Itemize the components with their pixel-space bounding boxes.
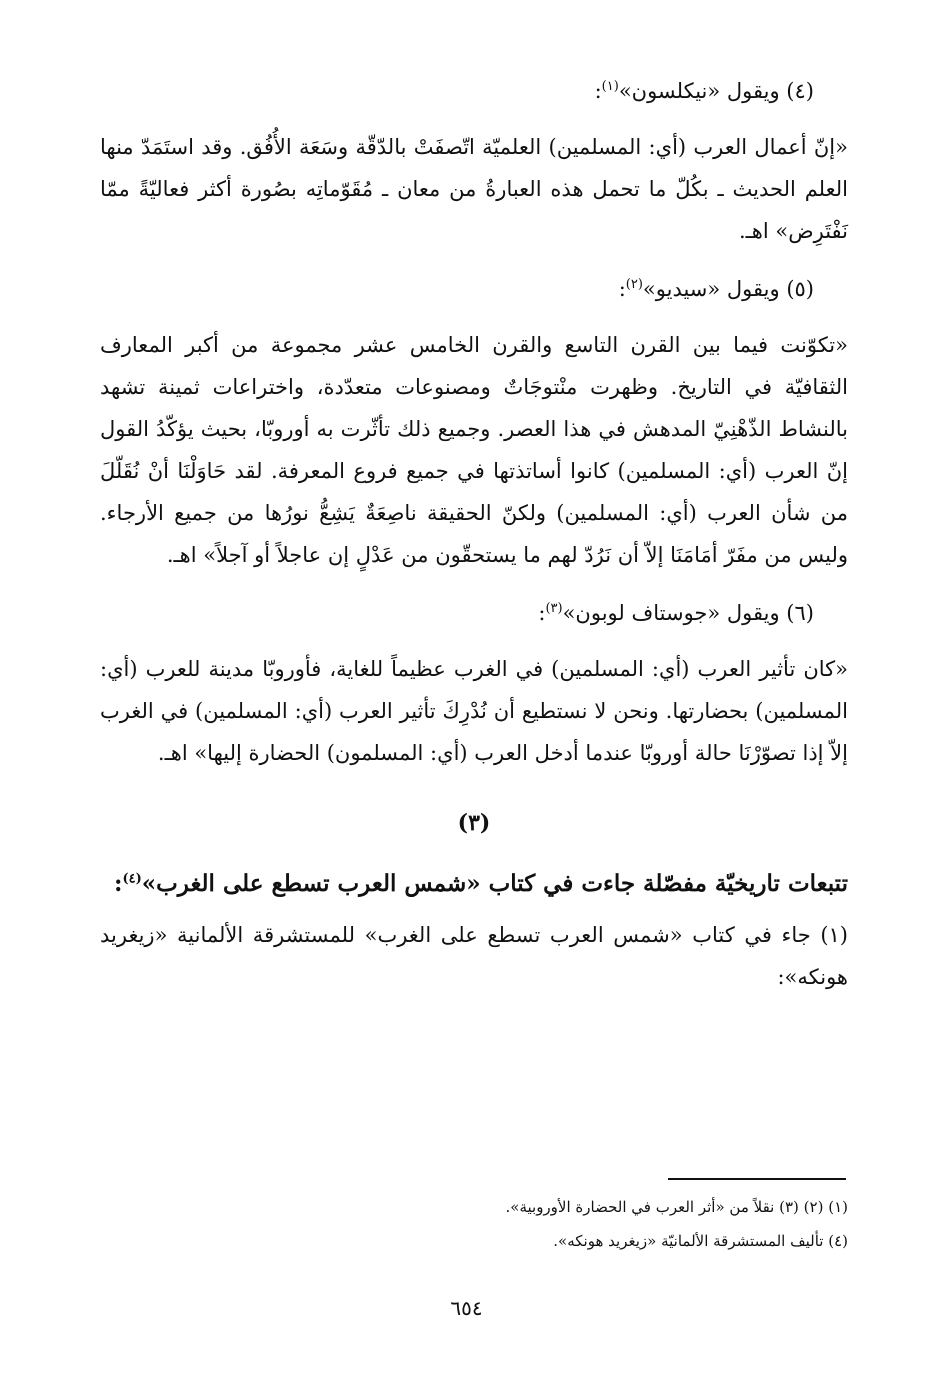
- heading-text: تتبعات تاريخيّة مفصّلة جاءت في كتاب «شمس العرب تسطع على الغرب»: [141, 870, 848, 897]
- quote-intro-4: (٤) ويقول «نيكلسون»$^{(١)}$:: [594, 79, 814, 103]
- quote-le-bon: «كان تأثير العرب (أي: المسلمين) في الغرب عظيماً للغاية، فأوروبّا مدينة للعرب (أي: المسلمين) بحضارتها. ونحن لا نستطيع أن نُدْرِكَ تأثير العرب (أي: المسلمين) في الغرب إلاّ إذا تصوّرْنَا حالة أوروبّا عندما أدخل العرب (أي: المسلمون) الحضارة إليها» اهـ.: [100, 657, 848, 765]
- intro-text: (٥) ويقول «سيديو»: [642, 277, 814, 301]
- footnote-ref: (٢): [625, 277, 643, 292]
- page-body: [100, 70, 848, 1014]
- footnote-separator: [668, 1178, 846, 1180]
- footnote-ref: (٤): [122, 871, 142, 887]
- footnote-4: (٤) تأليف المستشرقة الألمانيّة «زيغريد هونكه».: [553, 1232, 848, 1250]
- section-heading: تتبعات تاريخيّة مفصّلة جاءت في كتاب «شمس العرب تسطع على الغرب»$^{(٤)}$:: [113, 870, 848, 897]
- intro-text: (٤) ويقول «نيكلسون»: [618, 79, 814, 103]
- quote-nicholson: «إنّ أعمال العرب (أي: المسلمين) العلميّة اتّصفَتْ بالدّقّة وسَعَة الأُفُق. وقد استَمَدّ منها العلم الحديث ـ بكُلّ ما تحمل هذه العبارةُ من معان ـ مُقَوّماتِه بصُورة أكثر فعاليّةً ممّا نَفْتَرِض» اهـ.: [100, 135, 848, 243]
- section-number: (٣): [457, 810, 491, 836]
- quote-intro-5: (٥) ويقول «سيديو»$^{(٢)}$:: [618, 277, 814, 301]
- item-1: (١) جاء في كتاب «شمس العرب تسطع على الغرب» للمستشرقة الألمانية «زيغريد هونكه»:: [100, 923, 848, 989]
- intro-text: (٦) ويقول «جوستاف لوبون»: [562, 601, 814, 625]
- quote-intro-6: (٦) ويقول «جوستاف لوبون»$^{(٣)}$:: [538, 601, 814, 625]
- footnote-ref: (٣): [545, 601, 563, 616]
- quote-sedillot: «تكوّنت فيما بين القرن التاسع والقرن الخامس عشر مجموعة من أكبر المعارف الثقافيّة في التاريخ. وظهرت منْتوجَاتٌ ومصنوعات متعدّدة، واختراعات ثمينة تشهد بالنشاط الذّهْنِيّ المدهش في هذا العصر. وجميع ذلك تأثّرت به أوروبّا، بحيث يؤكّدُ القول إنّ العرب (أي: المسلمين) كانوا أساتذتها في جميع فروع المعرفة. لقد حَاوَلْنَا أنْ نُقَلّلَ من شأن العرب (أي: المسلمين) ولكنّ الحقيقة ناصِعَةٌ يَشِعُّ نورُها من جميع الأرجاء. وليس من مفَرّ أمَامَنَا إلاّ أن نَرُدّ لهم ما يستحقّون من عَدْلٍ إن عاجلاً أو آجلاً» اهـ.: [100, 333, 848, 567]
- page-number: ٦٥٤: [450, 1296, 483, 1320]
- footnote-1-3: (١) (٢) (٣) نقلاً من «أثر العرب في الحضارة الأوروبية».: [505, 1198, 848, 1216]
- footnote-ref: (١): [601, 79, 619, 94]
- footnotes: [100, 1190, 848, 1258]
